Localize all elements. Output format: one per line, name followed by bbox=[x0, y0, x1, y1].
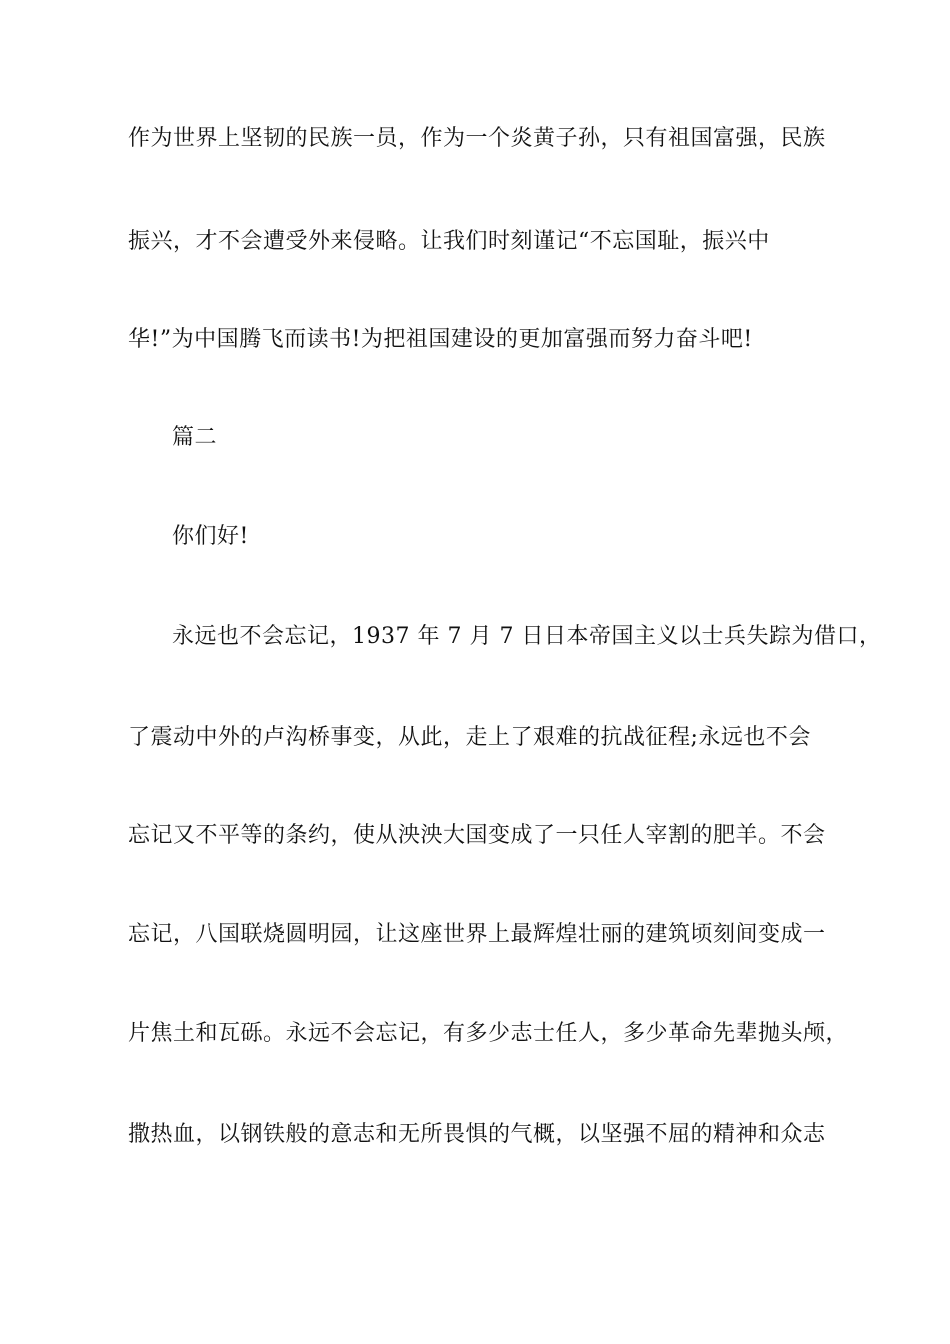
text-line: 忘记又不平等的条约，使从泱泱大国变成了一只任人宰割的肥羊。不会 bbox=[128, 823, 826, 848]
text-line: 振兴，才不会遭受外来侵略。让我们时刻谨记“不忘国耻，振兴中 bbox=[128, 229, 770, 254]
text-line: 撒热血，以钢铁般的意志和无所畏惧的气概，以坚强不屈的精神和众志 bbox=[128, 1122, 826, 1147]
text-line: 忘记，八国联烧圆明园，让这座世界上最辉煌壮丽的建筑顷刻间变成一 bbox=[128, 922, 826, 947]
greeting: 你们好! bbox=[172, 524, 249, 549]
text-line: 片焦土和瓦砾。永远不会忘记，有多少志士任人，多少革命先辈抛头颅， bbox=[128, 1021, 849, 1046]
paragraph-start: 永远也不会忘记，1937 年 7 月 7 日日本帝国主义以士兵失踪为借口， bbox=[172, 624, 882, 649]
text-line: 华!”为中国腾飞而读书!为把祖国建设的更加富强而努力奋斗吧! bbox=[128, 327, 753, 352]
section-heading: 篇二 bbox=[172, 425, 218, 450]
text-line: 作为世界上坚韧的民族一员，作为一个炎黄子孙，只有祖国富强，民族 bbox=[128, 126, 826, 151]
text-line: 了震动中外的卢沟桥事变，从此，走上了艰难的抗战征程;永远也不会 bbox=[128, 725, 811, 750]
